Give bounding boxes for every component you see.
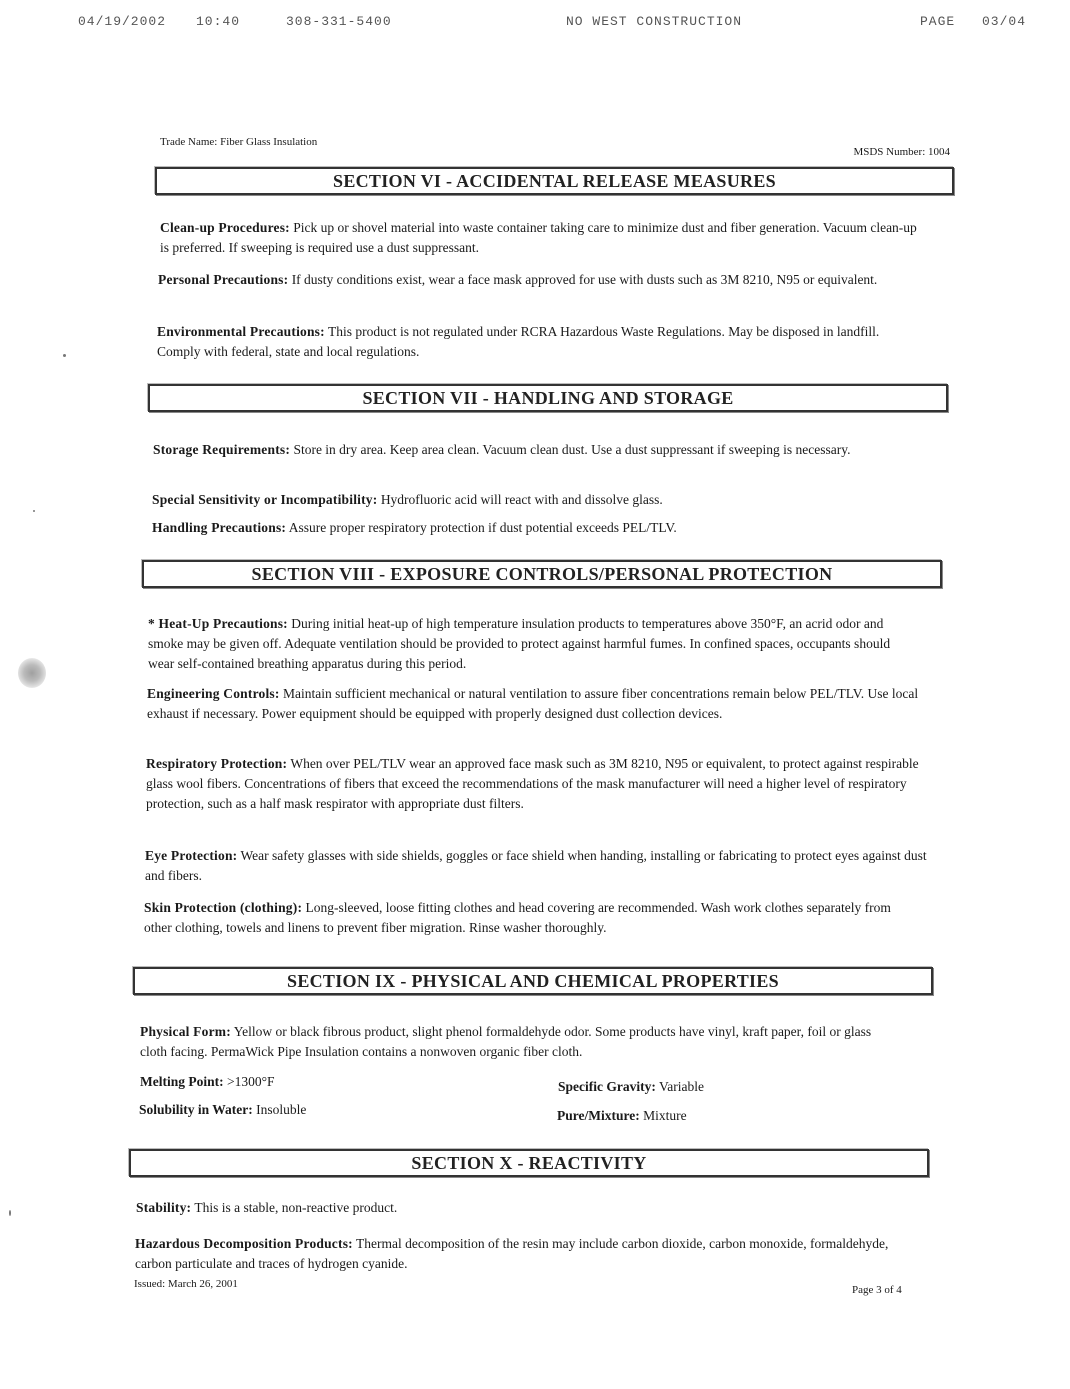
fax-company: NO WEST CONSTRUCTION [566,14,743,29]
clean-up-label: Clean-up Procedures: [160,220,290,235]
handling-precautions-text: Assure proper respiratory protection if dust potential exceeds PEL/TLV. [288,520,677,535]
storage-requirements [153,440,913,460]
physical-form-label: Physical Form: [140,1024,231,1039]
pure-mixture-label: Pure/Mixture: [557,1108,640,1123]
stability-label: Stability: [136,1200,192,1215]
melting-point [140,1072,275,1092]
scan-smudge [18,658,46,688]
fax-date: 04/19/2002 [78,14,167,29]
special-sensitivity [152,490,912,510]
melting-point-value: >1300°F [227,1074,275,1089]
specific-gravity-label: Specific Gravity: [558,1079,656,1094]
respiratory-protection-label: Respiratory Protection: [146,756,288,771]
physical-form [140,1022,900,1062]
hazardous-decomposition-label: Hazardous Decomposition Products: [135,1236,353,1251]
document-header [160,136,950,156]
fax-page-label: PAGE [920,14,956,29]
clean-up-procedures [160,218,920,258]
section-6-heading [155,167,954,195]
section-6-title: SECTION VI - ACCIDENTAL RELEASE MEASURES [333,171,776,191]
special-sensitivity-text: Hydrofluoric acid will react with and dissolve glass. [380,492,663,507]
section-7-heading [148,384,948,412]
specific-gravity [558,1077,704,1097]
section-10-title: SECTION X - REACTIVITY [411,1153,647,1173]
stability [136,1198,906,1218]
personal-precautions-label: Personal Precautions: [158,272,289,287]
engineering-controls-text: Maintain sufficient mechanical or natural ventilation to assure fiber concentrations remain below PEL/TLV. Use local exhaust if necessary. Power equipment should be equipped with properly designed dust collection devices. [147,686,919,721]
personal-precautions-text: If dusty conditions exist, wear a face mask approved for use with dusts such as 3M 8210, N95 or equivalent. [291,272,878,287]
fax-phone: 308-331-5400 [286,14,392,29]
scan-speck [33,510,35,512]
clean-up-text: Pick up or shovel material into waste container taking care to minimize dust and fiber generation. Vacuum clean-up is preferred. If sweeping is required use a dust suppressant. [160,220,917,255]
heat-up-text: During initial heat-up of high temperature insulation products to temperatures above 350°F, an acrid odor and smoke may be given off. Adequate ventilation should be provided to protect against harmful fumes. In confined spaces, occupants should wear self-contained breathing apparatus during this period. [148,616,891,671]
page-number: Page 3 of 4 [852,1284,902,1296]
scan-speck [63,354,66,357]
solubility-label: Solubility in Water: [139,1102,253,1117]
skin-protection-text: Long-sleeved, loose fitting clothes and head covering are recommended. Wash work clothes separately from other clothing, towels and linens to prevent fiber migration. Rinse washer thoroughly. [144,900,891,935]
trade-name: Trade Name: Fiber Glass Insulation [160,136,318,148]
melting-point-label: Melting Point: [140,1074,224,1089]
pure-mixture [557,1106,687,1126]
special-sensitivity-label: Special Sensitivity or Incompatibility: [152,492,378,507]
physical-form-text: Yellow or black fibrous product, slight phenol formaldehyde odor. Some products have vinyl, kraft paper, foil or glass cloth facing. PermaWick Pipe Insulation contains a nonwoven organic fiber cloth. [140,1024,872,1059]
environmental-precautions-text: This product is not regulated under RCRA Hazardous Waste Regulations. May be disposed in landfill. Comply with federal, state and local regulations. [157,324,880,359]
scan-speck [9,1210,11,1216]
section-8-title: SECTION VIII - EXPOSURE CONTROLS/PERSONAL PROTECTION [251,564,833,584]
solubility-in-water [139,1100,306,1120]
environmental-precautions [157,322,920,362]
eye-protection [145,846,929,886]
hazardous-decomposition-products [135,1234,895,1274]
respiratory-protection [146,754,922,814]
fax-header [0,14,1070,34]
handling-precautions [152,518,912,538]
eye-protection-text: Wear safety glasses with side shields, goggles or face shield when handing, installing or fabricating to protect eyes against dust and fibers. [145,848,927,883]
skin-protection [144,898,920,938]
personal-precautions [158,270,920,290]
eye-protection-label: Eye Protection: [145,848,238,863]
fax-page-number: 03/04 [982,14,1027,29]
hazardous-decomposition-text: Thermal decomposition of the resin may include carbon dioxide, carbon monoxide, formaldehyde, carbon particulate and traces of hydrogen cyanide. [135,1236,889,1271]
section-9-heading [133,967,933,995]
heat-up-precautions [148,614,916,674]
section-8-heading [142,560,942,588]
issued-date: Issued: March 26, 2001 [134,1278,238,1290]
storage-requirements-label: Storage Requirements: [153,442,291,457]
engineering-controls-label: Engineering Controls: [147,686,280,701]
handling-precautions-label: Handling Precautions: [152,520,287,535]
skin-protection-label: Skin Protection (clothing): [144,900,303,915]
msds-number: MSDS Number: 1004 [853,146,950,158]
storage-requirements-text: Store in dry area. Keep area clean. Vacuum clean dust. Use a dust suppressant if sweeping is necessary. [293,442,851,457]
respiratory-protection-text: When over PEL/TLV wear an approved face mask such as 3M 8210, N95 or equivalent, to protect against respirable glass wool fibers. Concentrations of fibers that exceed the recommendations of the mask manufacturer will need a higher level of respiratory protection, such as a half mask respirator with appropriate dust filters. [146,756,919,811]
solubility-value: Insoluble [256,1102,307,1117]
engineering-controls [147,684,927,724]
stability-text: This is a stable, non-reactive product. [194,1200,398,1215]
specific-gravity-value: Variable [659,1079,704,1094]
section-7-title: SECTION VII - HANDLING AND STORAGE [362,388,734,408]
section-9-title: SECTION IX - PHYSICAL AND CHEMICAL PROPERTIES [287,971,779,991]
environmental-precautions-label: Environmental Precautions: [157,324,325,339]
heat-up-label: * Heat-Up Precautions: [148,616,288,631]
section-10-heading [129,1149,929,1177]
pure-mixture-value: Mixture [643,1108,687,1123]
fax-time: 10:40 [196,14,241,29]
